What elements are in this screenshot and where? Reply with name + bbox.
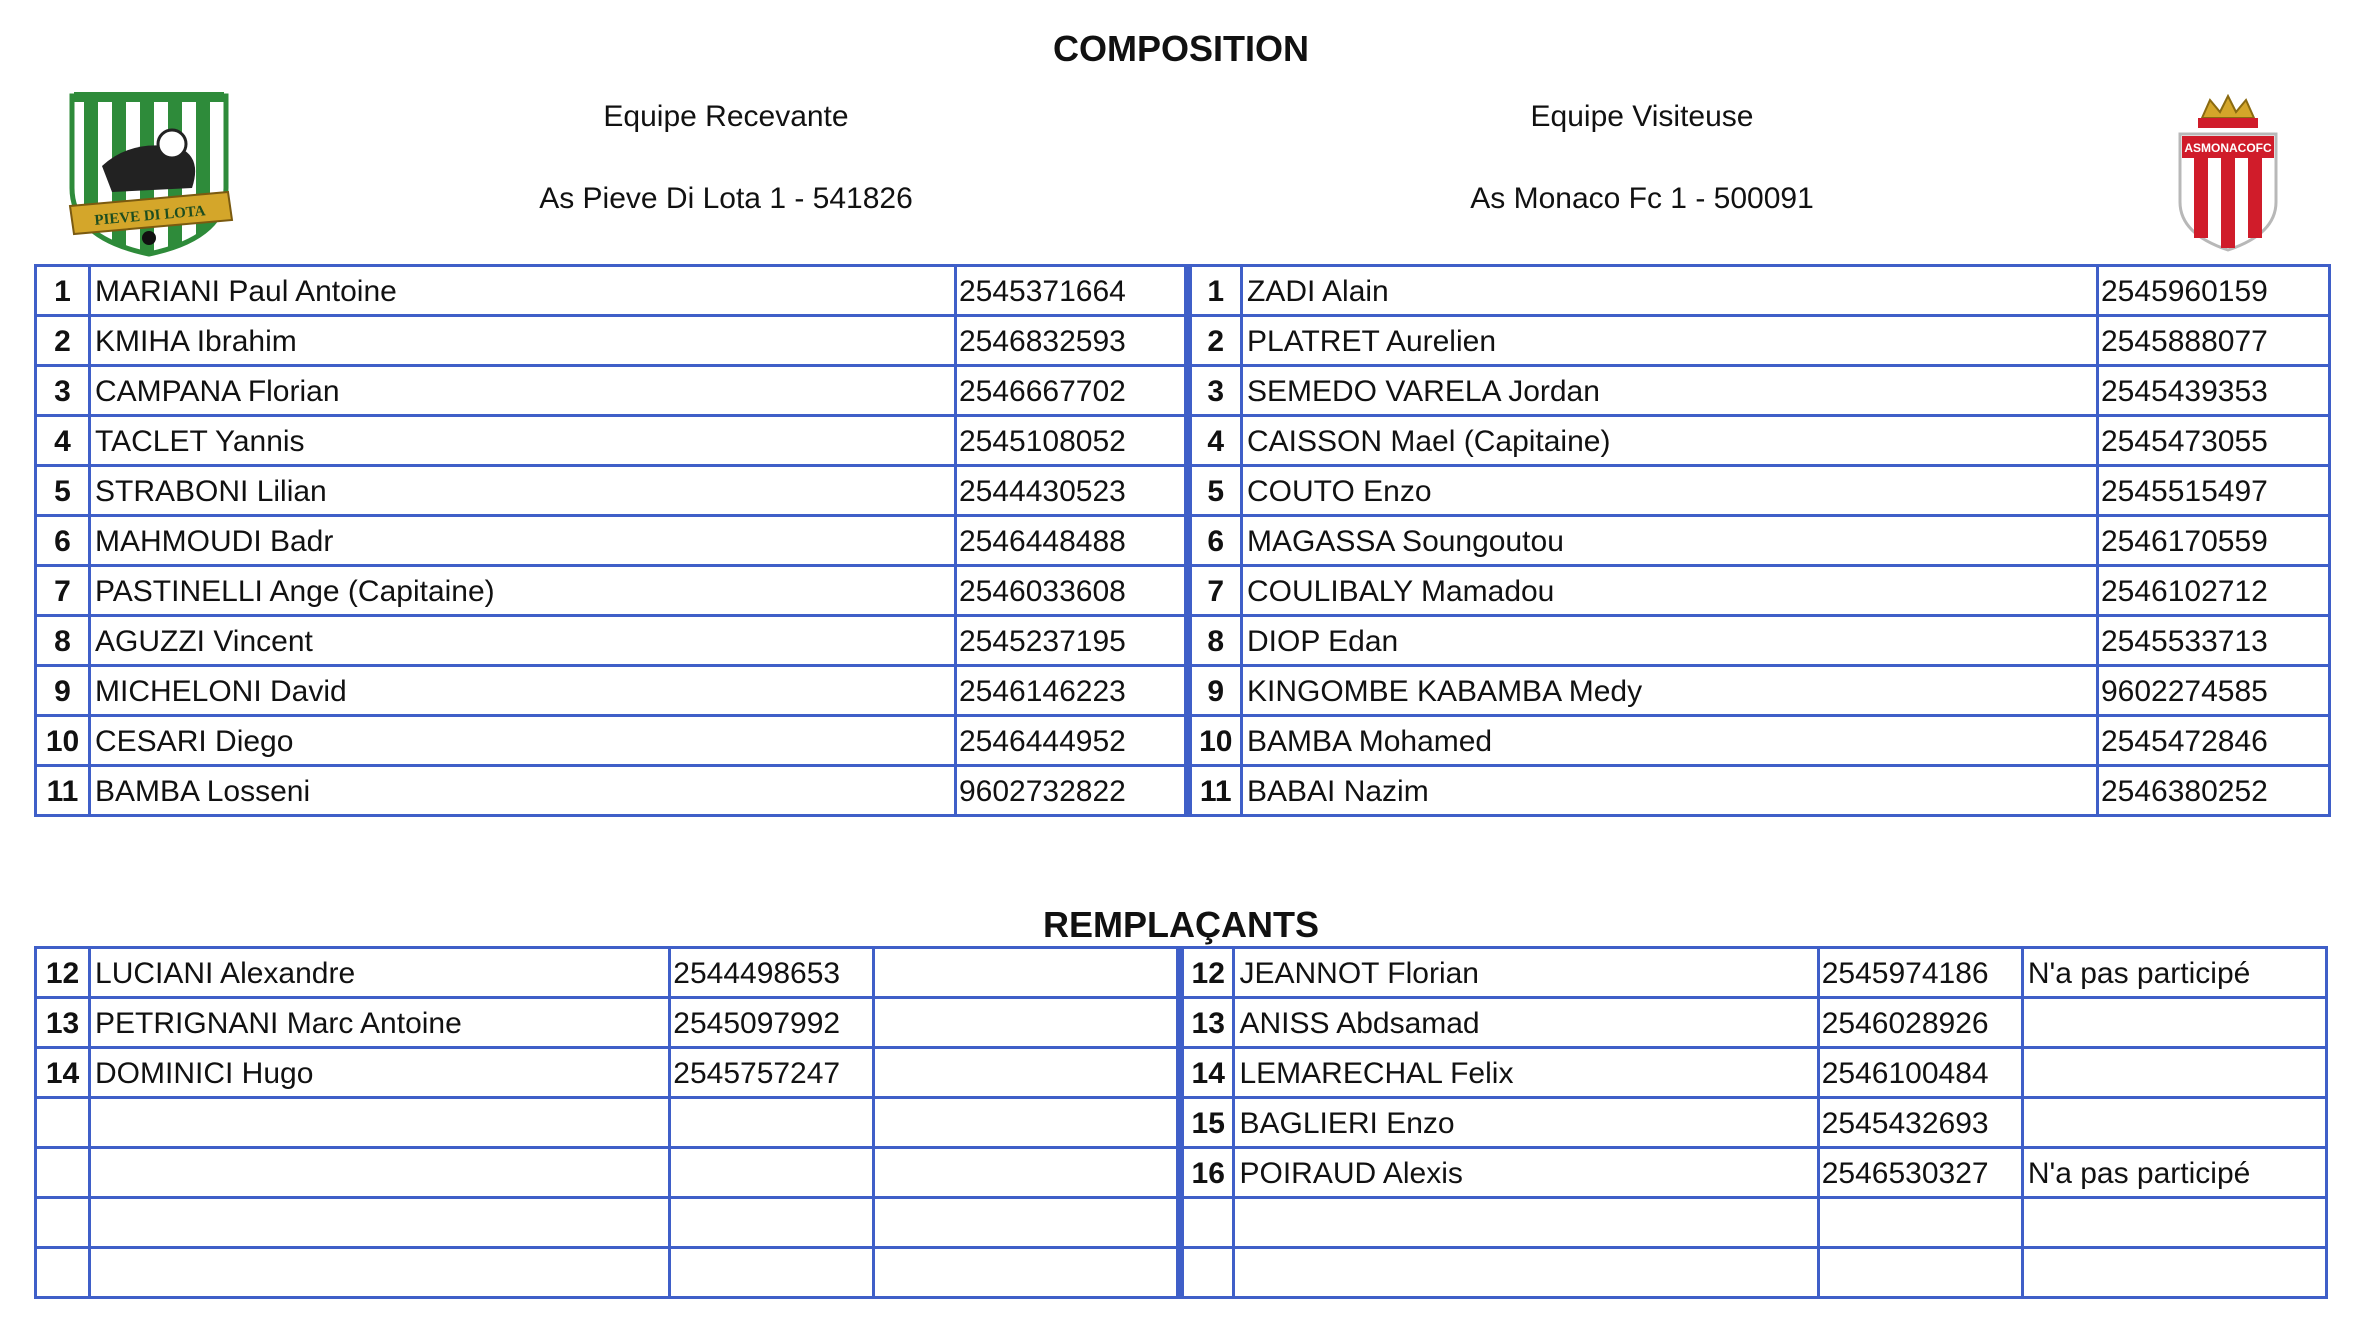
- home-sub-name: LUCIANI Alexandre: [90, 948, 670, 998]
- away-sub-license: 2545432693: [1818, 1098, 2022, 1148]
- home-sub-number: [36, 1148, 90, 1198]
- away-sub-number: 14: [1180, 1048, 1234, 1098]
- away-player-name: MAGASSA Soungoutou: [1242, 516, 2098, 566]
- home-sub-note: [874, 1248, 1180, 1298]
- away-sub-license: 2546028926: [1818, 998, 2022, 1048]
- away-player-license: 2545533713: [2098, 616, 2330, 666]
- home-sub-license: 2545757247: [670, 1048, 874, 1098]
- home-player-license: 2546832593: [956, 316, 1188, 366]
- home-sub-license: [670, 1248, 874, 1298]
- away-team-logo: [2172, 94, 2284, 254]
- table-row: [36, 566, 2330, 616]
- table-row: [36, 1148, 2327, 1198]
- home-player-number: 4: [36, 416, 90, 466]
- away-sub-license: [1818, 1198, 2022, 1248]
- table-row: [36, 1098, 2327, 1148]
- table-row: [36, 316, 2330, 366]
- away-player-name: COULIBALY Mamadou: [1242, 566, 2098, 616]
- table-row: [36, 516, 2330, 566]
- away-sub-license: 2546530327: [1818, 1148, 2022, 1198]
- home-sub-number: 12: [36, 948, 90, 998]
- page-title: COMPOSITION: [1052, 28, 1309, 69]
- home-sub-note: [874, 998, 1180, 1048]
- away-sub-license: 2546100484: [1818, 1048, 2022, 1098]
- away-player-license: 2546380252: [2098, 766, 2330, 816]
- away-player-number: 8: [1188, 616, 1242, 666]
- away-player-name: COUTO Enzo: [1242, 466, 2098, 516]
- home-sub-number: [36, 1198, 90, 1248]
- home-sub-name: [90, 1098, 670, 1148]
- home-sub-name: [90, 1198, 670, 1248]
- away-player-number: 4: [1188, 416, 1242, 466]
- home-sub-license: [670, 1148, 874, 1198]
- away-player-number: 6: [1188, 516, 1242, 566]
- home-player-license: 2545237195: [956, 616, 1188, 666]
- home-player-license: 2546146223: [956, 666, 1188, 716]
- home-sub-note: [874, 948, 1180, 998]
- away-label: Equipe Visiteuse: [1530, 100, 1754, 133]
- away-sub-number: 15: [1180, 1098, 1234, 1148]
- table-row: [36, 666, 2330, 716]
- away-player-number: 11: [1188, 766, 1242, 816]
- home-player-name: MICHELONI David: [90, 666, 956, 716]
- away-sub-number: 13: [1180, 998, 1234, 1048]
- away-team-name: As Monaco Fc 1 - 500091: [1470, 182, 1814, 215]
- svg-text:PIEVE DI LOTA: PIEVE DI LOTA: [93, 203, 207, 229]
- away-sub-name: JEANNOT Florian: [1234, 948, 1818, 998]
- table-row: [36, 416, 2330, 466]
- home-player-license: 2546448488: [956, 516, 1188, 566]
- home-sub-number: 13: [36, 998, 90, 1048]
- home-sub-name: DOMINICI Hugo: [90, 1048, 670, 1098]
- away-player-number: 2: [1188, 316, 1242, 366]
- away-sub-name: BAGLIERI Enzo: [1234, 1098, 1818, 1148]
- home-sub-number: [36, 1098, 90, 1148]
- table-row: [36, 1048, 2327, 1098]
- table-row: [36, 466, 2330, 516]
- away-sub-name: POIRAUD Alexis: [1234, 1148, 1818, 1198]
- away-player-number: 5: [1188, 466, 1242, 516]
- table-row: [36, 266, 2330, 316]
- away-player-license: 2545439353: [2098, 366, 2330, 416]
- away-sub-note: [2022, 1048, 2326, 1098]
- home-sub-license: 2545097992: [670, 998, 874, 1048]
- home-sub-note: [874, 1148, 1180, 1198]
- away-player-number: 9: [1188, 666, 1242, 716]
- svg-text:ASMONACOFC: ASMONACOFC: [2184, 141, 2272, 155]
- away-player-number: 10: [1188, 716, 1242, 766]
- home-player-name: MAHMOUDI Badr: [90, 516, 956, 566]
- away-player-name: BAMBA Mohamed: [1242, 716, 2098, 766]
- home-player-license: 2546667702: [956, 366, 1188, 416]
- starters-table: [34, 264, 2331, 817]
- away-player-number: 3: [1188, 366, 1242, 416]
- away-player-name: ZADI Alain: [1242, 266, 2098, 316]
- home-player-name: CAMPANA Florian: [90, 366, 956, 416]
- away-player-number: 1: [1188, 266, 1242, 316]
- home-player-number: 8: [36, 616, 90, 666]
- home-player-name: TACLET Yannis: [90, 416, 956, 466]
- home-player-number: 11: [36, 766, 90, 816]
- table-row: [36, 1198, 2327, 1248]
- home-sub-note: [874, 1098, 1180, 1148]
- home-sub-name: [90, 1148, 670, 1198]
- home-player-number: 5: [36, 466, 90, 516]
- home-player-number: 1: [36, 266, 90, 316]
- home-sub-name: [90, 1248, 670, 1298]
- table-row: [36, 616, 2330, 666]
- home-player-license: 2546033608: [956, 566, 1188, 616]
- table-row: [36, 1248, 2327, 1298]
- away-player-license: 2545960159: [2098, 266, 2330, 316]
- away-player-license: 2546170559: [2098, 516, 2330, 566]
- away-sub-number: [1180, 1198, 1234, 1248]
- home-sub-license: 2544498653: [670, 948, 874, 998]
- away-player-name: CAISSON Mael (Capitaine): [1242, 416, 2098, 466]
- away-sub-number: 16: [1180, 1148, 1234, 1198]
- home-player-license: 2546444952: [956, 716, 1188, 766]
- table-row: [36, 366, 2330, 416]
- home-player-name: KMIHA Ibrahim: [90, 316, 956, 366]
- away-player-name: SEMEDO VARELA Jordan: [1242, 366, 2098, 416]
- home-label: Equipe Recevante: [603, 100, 849, 133]
- home-team-name: As Pieve Di Lota 1 - 541826: [539, 182, 913, 215]
- away-sub-note: [2022, 998, 2326, 1048]
- away-player-license: 2545473055: [2098, 416, 2330, 466]
- away-sub-number: [1180, 1248, 1234, 1298]
- table-row: [36, 948, 2327, 998]
- home-sub-license: [670, 1198, 874, 1248]
- home-sub-note: [874, 1048, 1180, 1098]
- away-player-number: 7: [1188, 566, 1242, 616]
- home-player-name: PASTINELLI Ange (Capitaine): [90, 566, 956, 616]
- home-player-number: 7: [36, 566, 90, 616]
- home-player-name: MARIANI Paul Antoine: [90, 266, 956, 316]
- away-player-name: PLATRET Aurelien: [1242, 316, 2098, 366]
- home-player-name: BAMBA Losseni: [90, 766, 956, 816]
- away-player-license: 2545472846: [2098, 716, 2330, 766]
- home-player-name: AGUZZI Vincent: [90, 616, 956, 666]
- home-player-license: 2545108052: [956, 416, 1188, 466]
- home-sub-license: [670, 1098, 874, 1148]
- away-sub-name: [1234, 1198, 1818, 1248]
- away-sub-name: LEMARECHAL Felix: [1234, 1048, 1818, 1098]
- table-row: [36, 766, 2330, 816]
- away-player-name: KINGOMBE KABAMBA Medy: [1242, 666, 2098, 716]
- table-row: [36, 998, 2327, 1048]
- home-player-number: 10: [36, 716, 90, 766]
- home-team-logo: [62, 88, 236, 260]
- away-player-license: 9602274585: [2098, 666, 2330, 716]
- subs-title: REMPLAÇANTS: [1043, 904, 1319, 945]
- home-sub-note: [874, 1198, 1180, 1248]
- away-player-name: DIOP Edan: [1242, 616, 2098, 666]
- home-player-number: 9: [36, 666, 90, 716]
- subs-table: [34, 946, 2328, 1299]
- away-sub-note: N'a pas participé: [2022, 1148, 2326, 1198]
- home-player-number: 3: [36, 366, 90, 416]
- home-player-number: 6: [36, 516, 90, 566]
- away-sub-note: [2022, 1098, 2326, 1148]
- away-player-license: 2546102712: [2098, 566, 2330, 616]
- home-player-number: 2: [36, 316, 90, 366]
- away-player-name: BABAI Nazim: [1242, 766, 2098, 816]
- away-sub-name: [1234, 1248, 1818, 1298]
- away-sub-note: N'a pas participé: [2022, 948, 2326, 998]
- home-sub-number: 14: [36, 1048, 90, 1098]
- home-sub-number: [36, 1248, 90, 1298]
- home-player-name: STRABONI Lilian: [90, 466, 956, 516]
- home-sub-name: PETRIGNANI Marc Antoine: [90, 998, 670, 1048]
- home-player-license: 2545371664: [956, 266, 1188, 316]
- away-player-license: 2545515497: [2098, 466, 2330, 516]
- away-sub-license: 2545974186: [1818, 948, 2022, 998]
- away-sub-note: [2022, 1198, 2326, 1248]
- home-player-license: 2544430523: [956, 466, 1188, 516]
- home-player-license: 9602732822: [956, 766, 1188, 816]
- away-sub-note: [2022, 1248, 2326, 1298]
- away-sub-name: ANISS Abdsamad: [1234, 998, 1818, 1048]
- away-sub-license: [1818, 1248, 2022, 1298]
- away-player-license: 2545888077: [2098, 316, 2330, 366]
- home-player-name: CESARI Diego: [90, 716, 956, 766]
- away-sub-number: 12: [1180, 948, 1234, 998]
- table-row: [36, 716, 2330, 766]
